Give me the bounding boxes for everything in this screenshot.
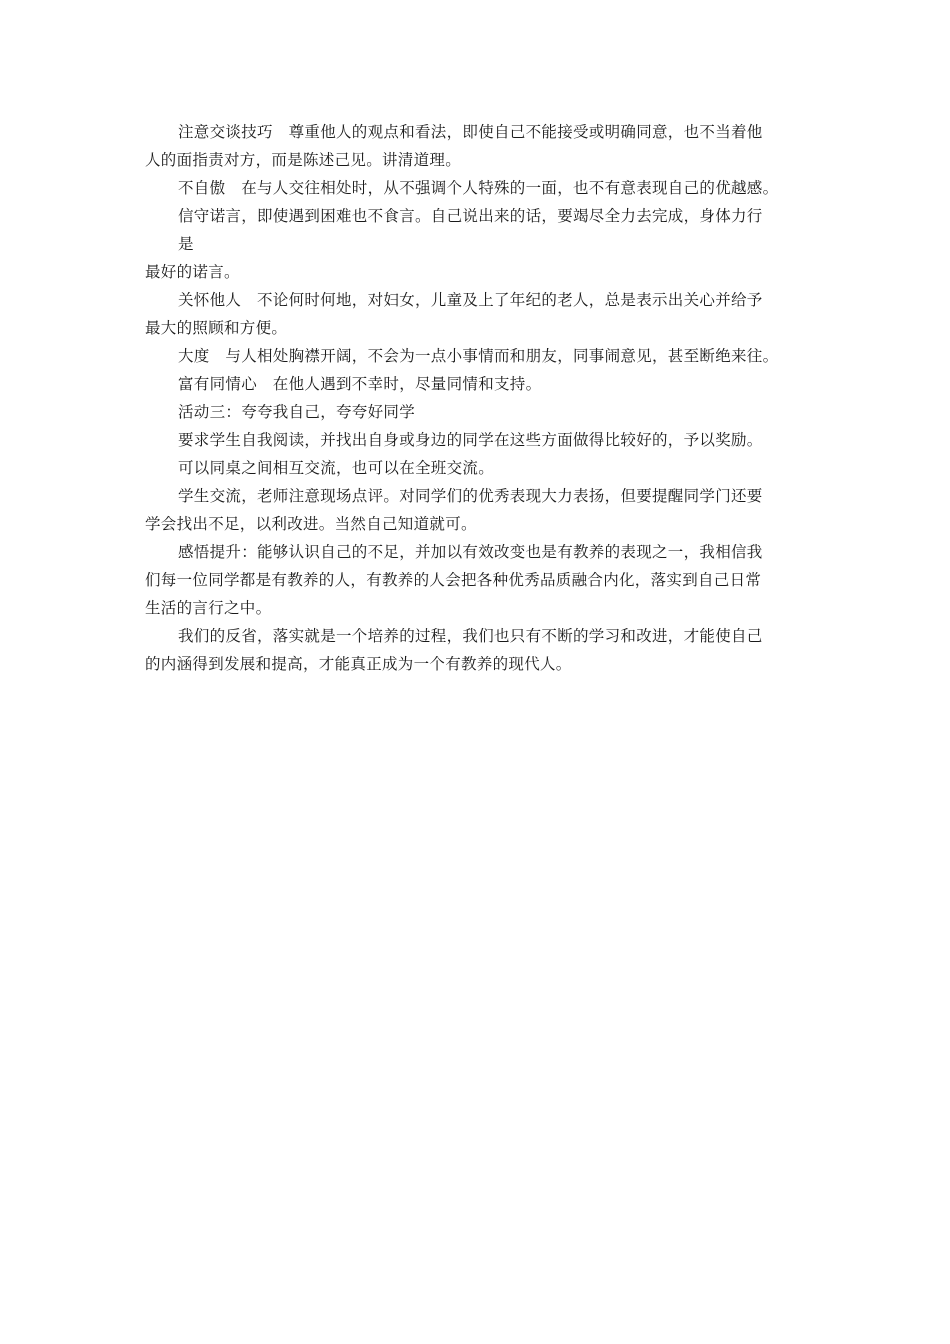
text-line: 的内涵得到发展和提高，才能真正成为一个有教养的现代人。 — [145, 655, 572, 673]
text-line: 学会找出不足，以利改进。当然自己知道就可。 — [145, 515, 477, 533]
text-line: 我们的反省，落实就是一个培养的过程，我们也只有不断的学习和改进，才能使自己 — [178, 627, 763, 645]
text-line: 可以同桌之间相互交流，也可以在全班交流。 — [178, 459, 495, 477]
text-line: 信守诺言，即使遇到困难也不食言。自己说出来的话，要竭尽全力去完成，身体力行 — [178, 207, 763, 225]
text-line: 生活的言行之中。 — [145, 599, 272, 617]
text-line: 要求学生自我阅读，并找出自身或身边的同学在这些方面做得比较好的，予以奖励。 — [178, 431, 763, 449]
text-line: 活动三：夸夸我自己，夸夸好同学 — [178, 403, 416, 421]
text-line: 人的面指责对方，而是陈述己见。讲清道理。 — [145, 151, 462, 169]
text-line: 富有同情心 在他人遇到不幸时，尽量同情和支持。 — [178, 375, 542, 393]
text-line: 最大的照顾和方便。 — [145, 319, 288, 337]
text-line: 是 — [178, 235, 194, 253]
text-line: 关怀他人 不论何时何地，对妇女，儿童及上了年纪的老人，总是表示出关心并给予 — [178, 291, 763, 309]
text-line: 感悟提升：能够认识自己的不足，并加以有效改变也是有教养的表现之一，我相信我 — [178, 543, 763, 561]
text-line: 不自傲 在与人交往相处时，从不强调个人特殊的一面，也不有意表现自己的优越感。 — [178, 179, 779, 197]
text-line: 注意交谈技巧 尊重他人的观点和看法，即使自己不能接受或明确同意，也不当着他 — [178, 123, 763, 141]
text-line: 学生交流，老师注意现场点评。对同学们的优秀表现大力表扬，但要提醒同学门还要 — [178, 487, 763, 505]
text-line: 大度 与人相处胸襟开阔，不会为一点小事情而和朋友，同事闹意见，甚至断绝来往。 — [178, 347, 779, 365]
text-line: 们每一位同学都是有教养的人，有教养的人会把各种优秀品质融合内化，落实到自己日常 — [145, 571, 762, 589]
text-line: 最好的诺言。 — [145, 263, 240, 281]
